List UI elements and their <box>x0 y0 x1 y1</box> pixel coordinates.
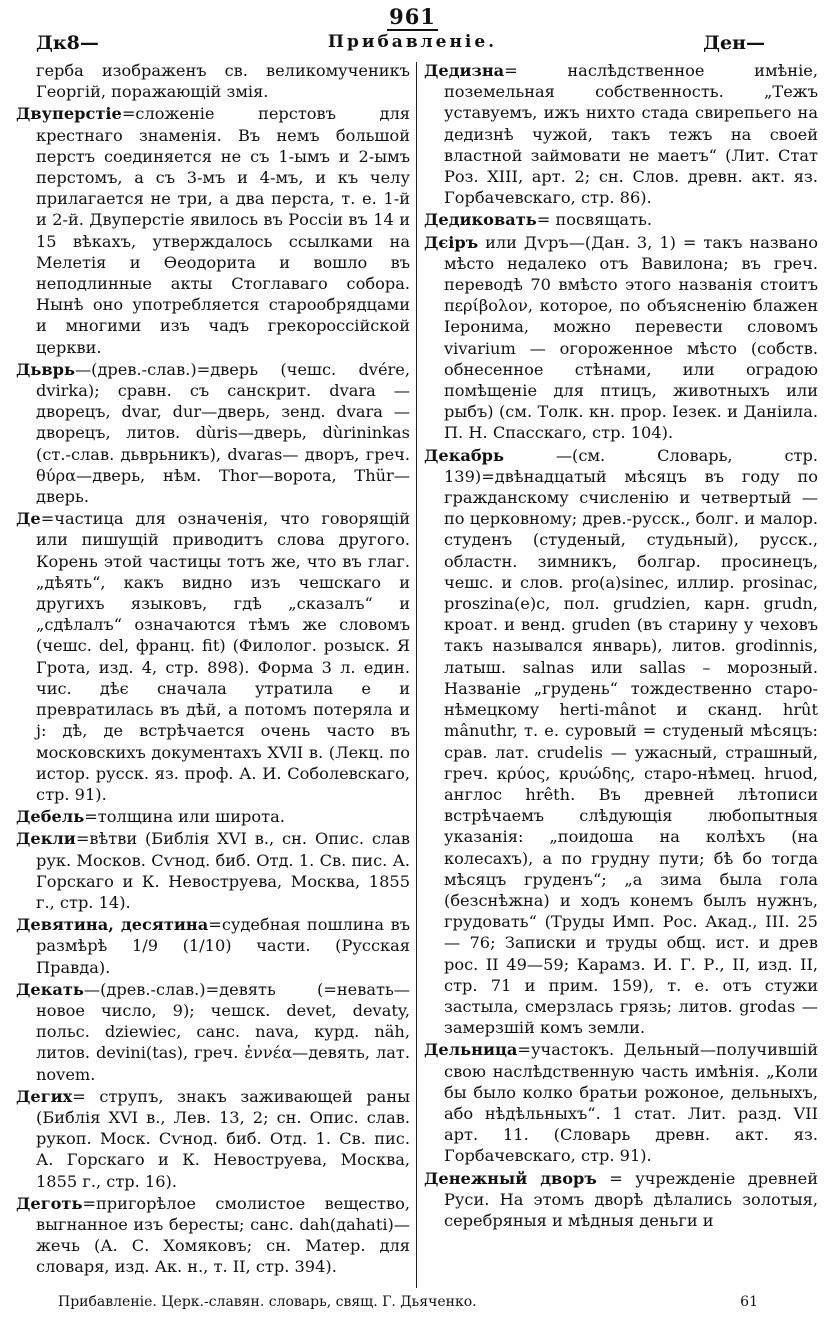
dictionary-entry <box>16 103 410 357</box>
dictionary-entry <box>16 828 410 913</box>
dictionary-entry <box>16 979 410 1085</box>
entry-text: =сложеніе перстовъ для крестнаго знаменія. Въ немъ большой перстъ соединяется не съ 1-ымъ и 2-ымъ перстомъ, а съ 3-мъ и 4-мъ, и къ челу прилагается не три, а два перста, т. е. 1-й и 2-й. Двуперстіе явилось въ Россіи въ 14 и 15 вѣкахъ, утверждалось ссылками на Мелетія и Ѳеодорита и вошло въ неподлинные акты Стоглаваго собора. Нынѣ оно употребляется старообрядцами и многими изъ чадъ грекороссійской церкви. <box>36 104 410 357</box>
dictionary-entry <box>424 445 818 1039</box>
entry-headword: Дельница <box>424 1040 518 1060</box>
entry-text: =судебная пошлина въ размѣрѣ 1/9 (1/10) части. (Русская Правда). <box>36 915 410 977</box>
entry-headword: Деготь <box>16 1193 83 1213</box>
entry-text: герба изображенъ св. великомученикъ Георгій, поражающій змія. <box>36 61 410 102</box>
running-head-right: Ден— <box>703 32 765 54</box>
entry-headword: Денежный дворъ <box>424 1168 597 1188</box>
entry-text: =пригорѣлое смолистое вещество, выгнанное изъ бересты; санс. dah(даhati)—жечь (А. С. Хомяковъ; сн. Матер. для словаря, изд. Ак. н., т. II, стр. 394). <box>36 1193 410 1277</box>
right-column <box>424 60 818 1232</box>
entry-text: —(древ.-слав.)=дверь (чешс. dvére, dvirka); сравн. съ санскрит. dvara — дворецъ, dvar, dur—дверь, зенд. dvara — дворецъ, литов. dùris—дверь, dùrininkas (ст.-слав. дьврьникъ), dvaras— дворъ, греч. θύρα—дверь, нѣм. Thor—ворота, Thür—дверь. <box>36 359 410 507</box>
dictionary-entry <box>424 1039 818 1166</box>
signature-mark: 61 <box>740 1294 758 1310</box>
dictionary-entry <box>16 359 410 507</box>
dictionary-entry <box>424 60 818 208</box>
entry-text: —(древ.-слав.)=девять (=невать—новое число, 9); чешск. devet, devaty, польс. dziewiec, санс. nava, курд. näh, литов. devini(tas), греч. ἐννέα—девять, лат. novem. <box>36 979 410 1084</box>
running-head-title: Прибавленіе. <box>327 32 498 52</box>
entry-headword: Дебель <box>16 807 85 827</box>
entry-headword: Декать <box>16 979 84 999</box>
left-column <box>16 60 410 1279</box>
column-divider <box>416 62 417 1288</box>
entry-headword: Дегих <box>16 1086 73 1106</box>
dictionary-entry <box>16 508 410 805</box>
page-number: 961 <box>389 4 436 29</box>
entry-text: =частица для означенія, что говорящій или пишущій приводитъ слова другого. Корень этой частицы тотъ же, что въ глаг. „дѣять“, какъ видно изъ чешскаго и другихъ языковъ, гдѣ „сказалъ“ и „сдѣлалъ“ означаются тѣмъ же словомъ (чешс. del, франц. fit) (Филолог. розыск. Я Грота, изд. 4, стр. 898). Форма 3 л. един. чис. дѣє сначала утратила е и превратилась въ дѣй, а потомъ потеряла и j: дѣ, де встрѣчается очень часто въ московскихъ документахъ XVII в. (Лекц. по истор. русск. яз. проф. А. И. Соболевскаго, стр. 91). <box>36 509 410 804</box>
dictionary-entry <box>16 1193 410 1278</box>
entry-text: = струпъ, знакъ заживающей раны (Библія XVI в., Лев. 13, 2; сн. Опис. слав. рукоп. Моск. Сѵнод. биб. Отд. 1. Св. пис. А. Горскаго и К. Невоструева, Москва, 1855 г., стр. 16). <box>36 1086 410 1191</box>
footer-text: Прибавленіе. Церк.-славян. словарь, свящ. Г. Дьяченко. <box>58 1294 477 1310</box>
entry-text: = посвящать. <box>536 210 652 230</box>
entry-text: =вѣтви (Библія XVI в., сн. Опис. слав рук. Москов. Сѵнод. биб. Отд. 1. Св. пис. А. Горскаго и К. Невоструева, Москва, 1855 г., стр. 14). <box>36 829 410 912</box>
entry-text: =толщина или широта. <box>84 807 285 827</box>
entry-headword: Дедизна <box>424 61 505 80</box>
dictionary-entry <box>16 60 410 102</box>
dictionary-entry <box>16 806 410 827</box>
dictionary-entry <box>424 1168 818 1232</box>
running-head-left: Дк8— <box>36 32 99 54</box>
entry-headword: Дєіръ <box>424 232 479 252</box>
entry-headword: Девятина, десятина <box>16 915 209 935</box>
entry-headword: Декабрь <box>424 445 504 465</box>
entry-text: =участокъ. Дельный—получившій свою наслѣдственную часть имѣнія. „Коли бы было колко братьи рожоное, дельныхъ, або нѣдѣльныхъ“. 1 стат. Лит. разд. VII арт. 11. (Словарь древн. акт. яз. Горбачевскаго, стр. 91). <box>444 1040 818 1166</box>
dictionary-entry <box>16 1086 410 1192</box>
dictionary-entry <box>16 914 410 978</box>
entry-headword: Декли <box>16 829 76 849</box>
entry-text: —(см. Словарь, стр. 139)=двѣнадцатый мѣсяцъ въ году по гражданскому счисленію и четвертый — по церковному; древ.-русск., болг. и малор. студенъ (студеный, студьный), русск., областн. зимникъ, болгар. просинецъ, чешс. и слов. pro(a)sinec, иллир. prosinac, proszina(e)c, пол. grudzien, карн. grudn, кроат. и венд. gruden (въ старину у чеховъ такъ назывался январь), литов. grodinnis, латыш. salnas или sallas – морозный. Названіе „грудень“ тождественно старо-нѣмецкому herti-mânot и сканд. hrût mânuthr, т. е. суровый = студеный мѣсяцъ: срав. лат. crudelis — ужасный, страшный, греч. κρύος, κρυώδης, старо-нѣмец. hruod, англос hrêth. Въ древней лѣтописи встрѣчаемъ слѣдующія любопытныя указанія: „поидоша на колѣхъ (на колесахъ), а по грудну пути; бѣ бо тогда мѣсяцъ груденъ“; „а зима была гола (безснѣжна) и ходъ конемъ былъ нужнъ, грудовать“ (Труды Имп. Рос. Акад., III. 25 — 76; Записки и труды общ. ист. и древ рос. II 49—59; Карамз. И. Г. Р., II, изд. II, стр. 71 и прим. 159), т. е. отъ стужи застыла, смерзлась грязь; литов. grodas — замерзшій комъ земли. <box>444 445 818 1038</box>
entry-text: или Дѵръ—(Дан. 3, 1) = такъ названо мѣсто недалеко отъ Вавилона; въ греч. переводѣ 70 вмѣсто этого названія стоитъ περίβολον, которое, по объясненію блажен Іеронима, можно перевести словомъ vivarium — огороженное мѣсто (собств. обнесенное стѣнами, или оградою помѣщеніе для птицъ, животныхъ или рыбъ) (см. Толк. кн. прор. Іезек. и Даніила. П. Н. Спасскаго, стр. 104). <box>444 232 818 443</box>
page-footer <box>58 1294 758 1310</box>
entry-text: = учрежденіе древней Руси. На этомъ дворѣ дѣлались золотыя, серебряныя и мѣдныя деньги и <box>444 1168 818 1230</box>
entry-headword: Де <box>16 509 41 529</box>
entry-headword: Двуперстіе <box>16 104 122 124</box>
dictionary-entry <box>424 232 818 444</box>
entry-text: = наслѣдственное имѣніе, поземельная собственность. „Тежъ уставуемъ, ижъ нихто стада свирепьего на дедизнѣ чужой, такъ тежъ на своей властной займовати не маетъ“ (Лит. Стат Роз. XIII, арт. 2; сн. Слов. древн. акт. яз. Горбачевскаго, стр. 86). <box>444 61 818 208</box>
entry-headword: Дедиковать <box>424 210 537 230</box>
entry-headword: Дьврь <box>16 359 75 379</box>
dictionary-entry <box>424 209 818 230</box>
